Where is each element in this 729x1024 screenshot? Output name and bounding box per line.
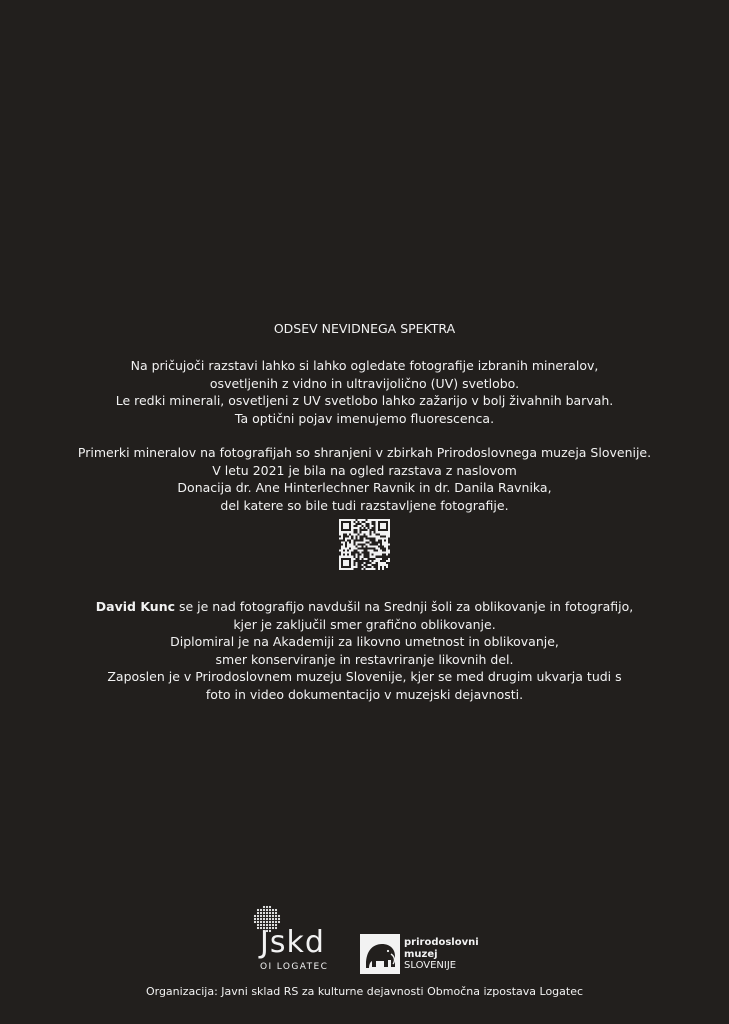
author-line-rest: se je nad fotografijo navdušil na Srednji šoli za oblikovanje in fotografijo, <box>175 599 634 614</box>
intro-line: Le redki minerali, osvetljeni z UV svetlobo lahko zažarijo v bolj živahnih barvah. <box>115 393 614 408</box>
organizer-credit: Organizacija: Javni sklad RS za kulturne dejavnosti Območna izpostava Logatec <box>145 985 584 998</box>
jskd-logo <box>252 900 332 978</box>
intro-line: Na pričujoči razstavi lahko si lahko ogledate fotografije izbranih mineralov, <box>130 358 599 373</box>
intro-paragraph <box>0 357 729 427</box>
author-line: smer konserviranje in restavriranje likovnih del. <box>215 651 514 667</box>
mammoth-logo-icon <box>360 934 400 974</box>
qr-code-icon[interactable] <box>339 519 390 570</box>
jskd-subtitle: OI LOGATEC <box>260 962 329 972</box>
intro-line: osvetljenih z vidno in ultravijolično (UV) svetlobo. <box>209 375 520 391</box>
intro-line: Ta optični pojav imenujemo fluorescenca. <box>234 410 495 426</box>
author-paragraph <box>0 598 729 703</box>
collection-line: V letu 2021 je bila na ogled razstava z naslovom <box>212 462 517 478</box>
title-block <box>0 320 729 338</box>
page-title: ODSEV NEVIDNEGA SPEKTRA <box>273 321 456 336</box>
author-line: Zaposlen je v Prirodoslovnem muzeju Slovenije, kjer se med drugim ukvarja tudi s <box>107 669 622 684</box>
author-line: kjer je zaključil smer grafično oblikovanje. <box>233 616 496 632</box>
museum-wordmark <box>404 937 479 972</box>
museum-line: prirodoslovni <box>404 937 479 948</box>
logos-row <box>0 900 729 980</box>
author-line: foto in video dokumentacijo v muzejski dejavnosti. <box>205 686 524 702</box>
museum-line: SLOVENIJE <box>404 960 457 971</box>
collection-line: Donacija dr. Ane Hinterlechner Ravnik in dr. Danila Ravnika, <box>177 480 552 495</box>
collection-line: Primerki mineralov na fotografijah so shranjeni v zbirkah Prirodoslovnega muzeja Slovenije. <box>77 445 652 460</box>
author-line: Diplomiral je na Akademiji za likovno umetnost in oblikovanje, <box>170 634 559 649</box>
jskd-wordmark: Jskd <box>260 925 325 960</box>
author-name: David Kunc <box>95 599 175 614</box>
museum-logo <box>360 934 490 978</box>
museum-line: muzej <box>404 948 438 960</box>
author-line <box>0 598 729 616</box>
collection-paragraph <box>0 444 729 514</box>
collection-line: del katere so bile tudi razstavljene fotografije. <box>220 497 509 513</box>
